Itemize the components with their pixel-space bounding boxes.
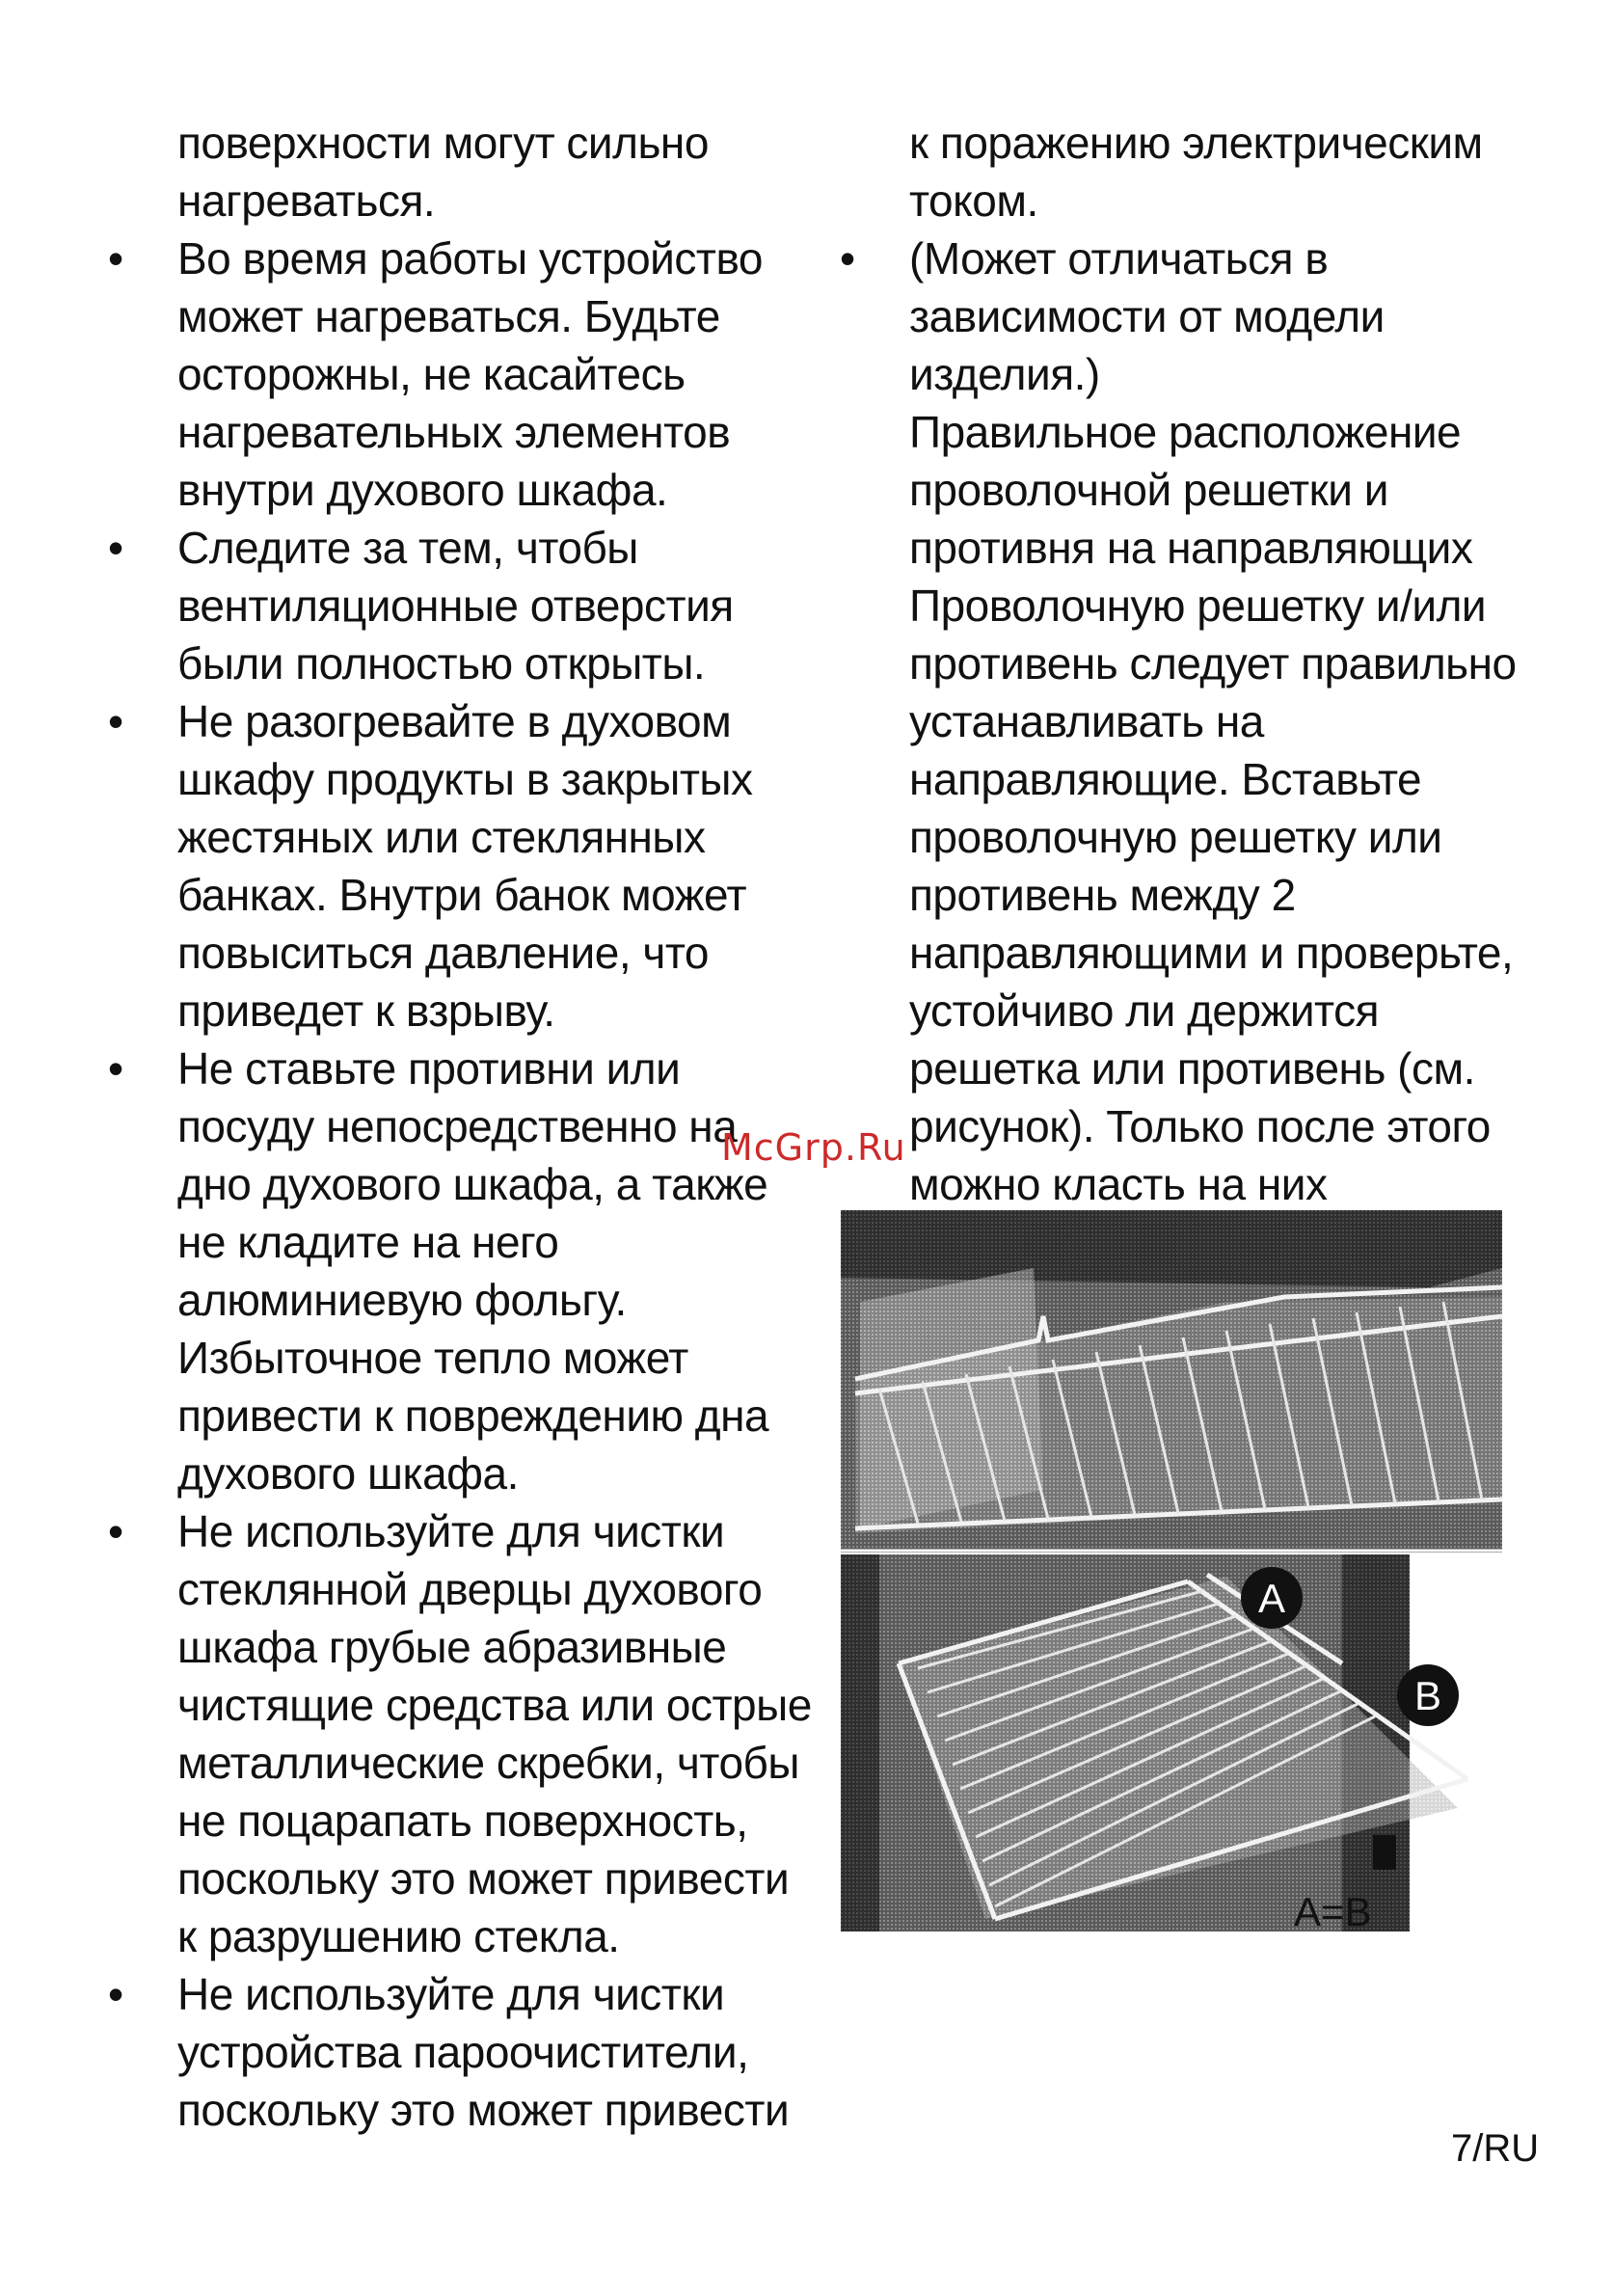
top-rack-photo [841, 1210, 1502, 1553]
oven-rack-illustration [841, 1210, 1502, 1931]
bullet-text: (Может отличаться в зависимости от модели изделия.) Правильное расположение проволочной решетки и противня на направляющих Проволочную решетку и/или противень следует правильно устанавливать на направляющие. Вставьте проволочную решетку или противень между 2 направляющими и проверьте, устойчиво ли держится решетка или противень (см. рисунок). Только после этого можно класть на них [909, 233, 1517, 1209]
bullet-dot: • [108, 233, 123, 284]
bullet-item [108, 230, 814, 519]
bullet-dot: • [108, 1506, 123, 1556]
bullet-item [108, 1040, 814, 1502]
bullet-text: Не используйте для чистки устройства пароочистители, поскольку это может привести [177, 1969, 790, 2135]
marker-a [1241, 1567, 1303, 1629]
right-intro-text: к поражению электрическим током. [909, 118, 1483, 226]
marker-b [1397, 1664, 1459, 1726]
left-column [108, 114, 814, 2139]
marker-b-label: B [1413, 1673, 1442, 1718]
bullet-item [108, 1502, 814, 1965]
figure-caption: A=B [1294, 1889, 1372, 1931]
marker-a-label: A [1257, 1576, 1286, 1621]
bullet-dot: • [108, 1043, 123, 1094]
oven-rack-figure [841, 1210, 1502, 1931]
left-intro-text: поверхности могут сильно нагреваться. [177, 118, 709, 226]
bullet-text: Не разогревайте в духовом шкафу продукты в закрытых жестяных или стеклянных банках. Внутри банок может повыситься давление, что приведет к взрыву. [177, 696, 753, 1036]
page-number: 7/RU [1451, 2127, 1540, 2170]
right-column [840, 114, 1526, 1271]
bullet-text: Не используйте для чистки стеклянной дверцы духового шкафа грубые абразивные чистящие средства или острые металлические скребки, чтобы не поцарапать поверхность, поскольку это может привести к разрушению стекла. [177, 1506, 812, 1961]
bullet-dot: • [108, 523, 123, 573]
watermark: McGrp.Ru [721, 1126, 906, 1169]
bottom-rack-photo [841, 1554, 1502, 1931]
bullet-item [840, 230, 1526, 1271]
bullet-dot: • [108, 696, 123, 746]
bullet-text: Следите за тем, чтобы вентиляционные отверстия были полностью открыты. [177, 523, 734, 689]
bullet-text: Во время работы устройство может нагреваться. Будьте осторожны, не касайтесь нагревательных элементов внутри духового шкафа. [177, 233, 763, 515]
bullet-dot: • [108, 1969, 123, 2019]
bullet-text: Не ставьте противни или посуду непосредственно на дно духового шкафа, а также не кладите на него алюминиевую фольгу. Избыточное тепло может привести к повреждению дна духового шкафа. [177, 1043, 769, 1499]
bullet-item [108, 1965, 814, 2139]
bullet-item [108, 519, 814, 692]
bullet-dot: • [840, 233, 855, 284]
bullet-item [108, 692, 814, 1040]
